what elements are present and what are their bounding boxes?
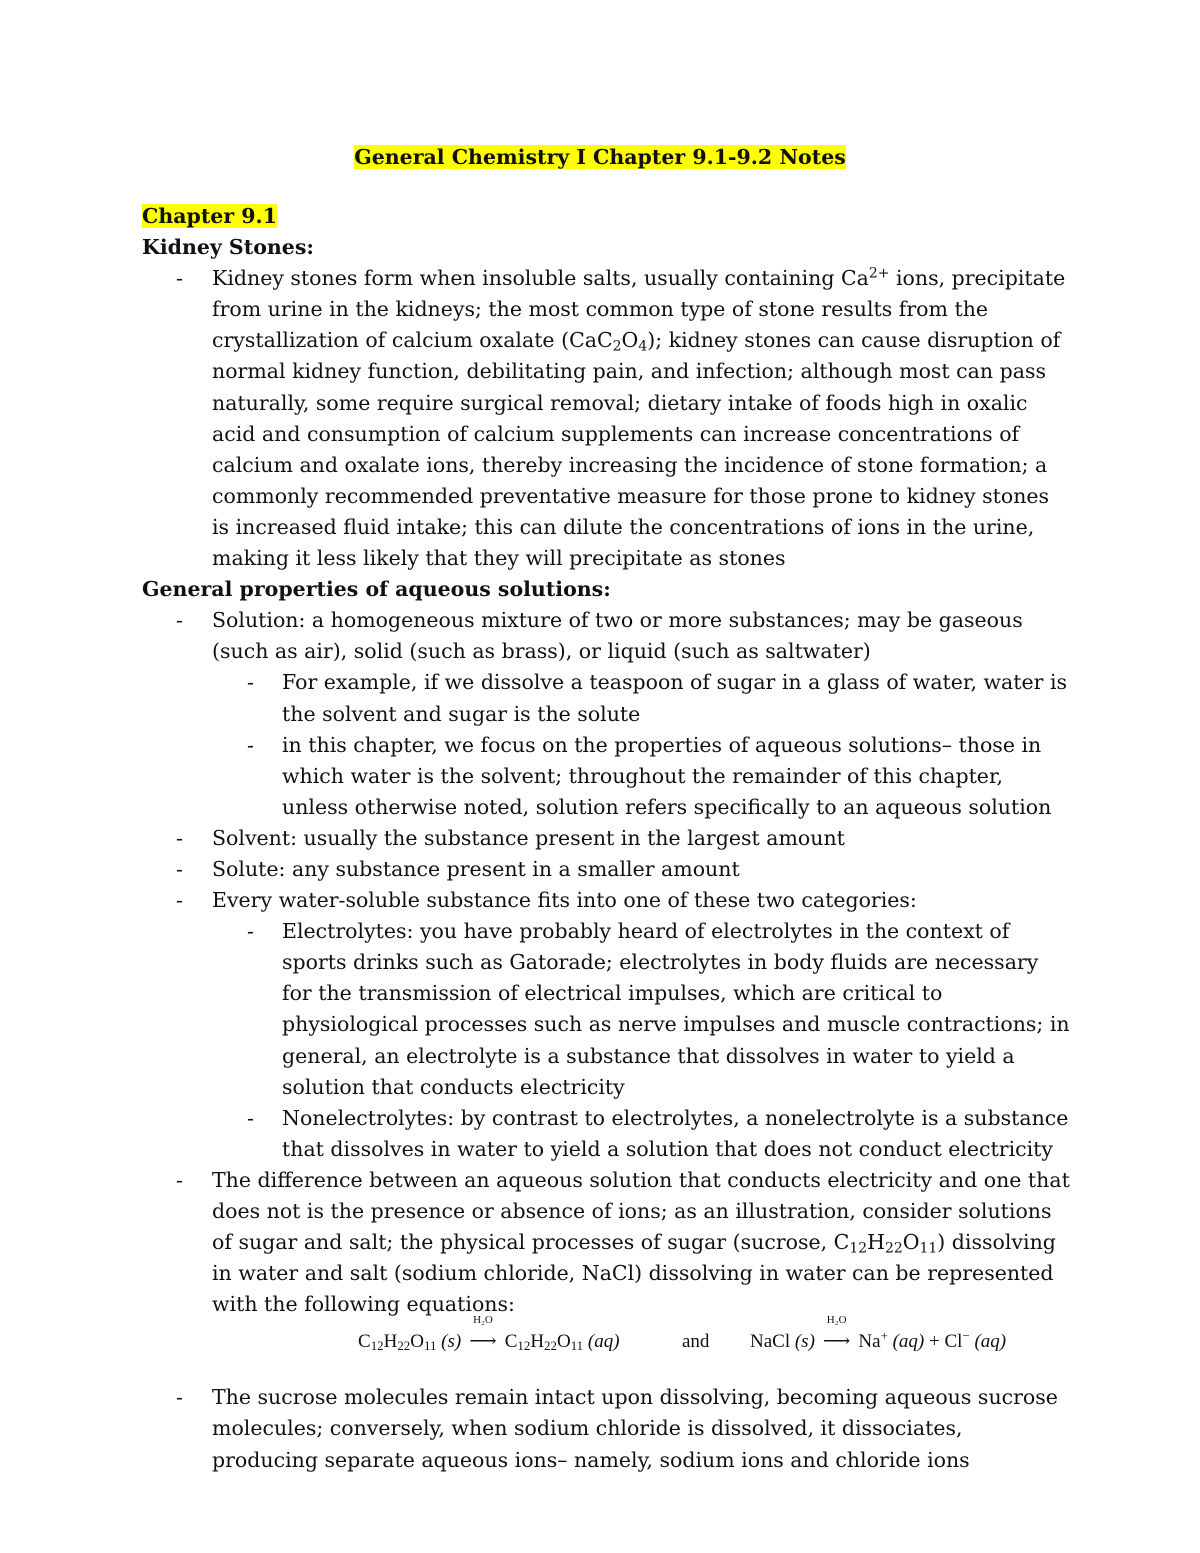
reaction-arrow	[466, 1314, 500, 1357]
text-run: O	[621, 328, 639, 353]
list-item-solvent	[142, 823, 1072, 854]
list-item-difference	[142, 1165, 1072, 1320]
bullet-dash: -	[176, 856, 183, 881]
subscript: 11	[570, 1338, 584, 1354]
text-run: Every water-soluble substance fits into one of these two categories:	[212, 888, 917, 913]
subscript: 2	[612, 338, 622, 355]
text-run: Nonelectrolytes: by contrast to electrolytes, a nonelectrolyte is a substance that dissolves in water to yield a solution that does not conduct electricity	[282, 1105, 1069, 1161]
text-run: Electrolytes: you have probably heard of electrolytes in the context of sports drinks such as Gatorade; electrolytes in body fluids are necessary for the transmission of electrical impulses, which are critical to physiological processes such as nerve impulses and muscle contractions; in general, an electrolyte is a substance that dissolves in water to yield a solution that conducts electricity	[282, 919, 1070, 1099]
state-label: (aq)	[887, 1331, 925, 1353]
sub-list-item	[142, 667, 1072, 729]
list-item-solution	[142, 605, 1072, 667]
subscript: 12	[370, 1338, 384, 1354]
text-run: ions, precipitate from urine in the kidneys; the most common type of stone results from the crystallization of calcium oxalate (CaC	[212, 266, 1066, 353]
kidney-stones-heading: Kidney Stones:	[142, 235, 314, 260]
arrow-glyph: ⟶	[469, 1331, 497, 1353]
bullet-dash: -	[247, 732, 254, 757]
bullet-dash: -	[176, 1385, 183, 1410]
equations-row	[142, 1314, 1072, 1382]
notes-body	[142, 201, 1072, 1476]
reaction-arrow	[820, 1314, 854, 1357]
bullet-dash: -	[247, 919, 254, 944]
eq-text: C	[504, 1331, 518, 1353]
eq-text: O	[410, 1331, 424, 1353]
superscript: 2+	[868, 265, 890, 282]
state-label: (s)	[436, 1331, 466, 1353]
bullet-dash: -	[176, 825, 183, 850]
superscript: +	[880, 1328, 888, 1344]
subscript: 12	[849, 1240, 868, 1257]
sub-list-item	[142, 1103, 1072, 1165]
text-run: ); kidney stones can cause disruption of normal kidney function, debilitating pain, and infection; although most can pass naturally, some require surgical removal; dietary intake of foods high in oxalic acid and consumption of calcium supplements can increase concentrations of calcium and oxalate ions, thereby increasing the incidence of stone formation; a commonly recommended preventative measure for those prone to kidney stones is increased fluid intake; this can dilute the concentrations of ions in the urine, making it less likely that they will precipitate as stones	[212, 328, 1061, 571]
equation-connector: and	[682, 1331, 710, 1353]
arrow-glyph: ⟶	[823, 1331, 851, 1353]
eq-text: Na	[853, 1331, 881, 1353]
sucrose-list	[142, 1382, 1072, 1475]
text-run: Solution: a homogeneous mixture of two or more substances; may be gaseous (such as air), solid (such as brass), or liquid (such as saltwater)	[212, 608, 1023, 664]
subscript: 22	[884, 1240, 903, 1257]
text-run: O	[902, 1230, 920, 1255]
chapter-heading-text: Chapter 9.1	[142, 204, 277, 228]
nacl-equation	[750, 1314, 1007, 1357]
text-run: Solvent: usually the substance present in the largest amount	[212, 825, 845, 850]
list-item-categories	[142, 885, 1072, 916]
text-run: The difference between an aqueous solution that conducts electricity and one that does not is the presence or absence of ions; as an illustration, consider solutions of sugar and salt; the physical processes of sugar (sucrose, C	[212, 1167, 1070, 1255]
arrow-label: H₂O	[473, 1314, 493, 1327]
title-highlight: General Chemistry I Chapter 9.1-9.2 Notes	[354, 145, 846, 169]
aqueous-solutions-heading: General properties of aqueous solutions:	[142, 577, 611, 602]
eq-text: O	[556, 1331, 571, 1353]
subscript: 11	[423, 1338, 437, 1354]
subscript: 11	[919, 1240, 938, 1257]
text-run: The sucrose molecules remain intact upon dissolving, becoming aqueous sucrose molecules; conversely, when sodium chloride is dissolved, it dissociates, producing separate aqueous ions– namely, sodium ions and chloride ions	[212, 1385, 1058, 1472]
eq-text: + Cl	[924, 1331, 963, 1353]
text-run: H	[867, 1230, 885, 1255]
list-item	[142, 263, 1072, 574]
kidney-stones-list	[142, 263, 1072, 574]
state-label: (aq)	[969, 1331, 1007, 1353]
subscript: 22	[397, 1338, 411, 1354]
page-title	[0, 142, 1200, 173]
text-run: For example, if we dissolve a teaspoon of sugar in a glass of water, water is the solvent and sugar is the solute	[282, 670, 1068, 726]
list-item-solute	[142, 854, 1072, 885]
subscript: 12	[517, 1338, 531, 1354]
bullet-dash: -	[176, 888, 183, 913]
eq-text: H	[383, 1331, 398, 1353]
eq-text: H	[530, 1331, 545, 1353]
text-run: Solute: any substance present in a smaller amount	[212, 856, 740, 881]
superscript: −	[962, 1328, 970, 1344]
text-run: ) dissolving in water and salt (sodium chloride, NaCl) dissolving in water can be represented with the following equations:	[212, 1230, 1056, 1317]
eq-text: C	[358, 1331, 371, 1353]
text-run: Kidney stones form when insoluble salts, usually containing Ca	[212, 266, 869, 291]
bullet-dash: -	[247, 670, 254, 695]
eq-text: NaCl	[750, 1331, 791, 1353]
subscript: 22	[544, 1338, 557, 1354]
list-item-sucrose	[142, 1382, 1072, 1475]
bullet-dash: -	[176, 266, 183, 291]
subscript: 4	[638, 338, 648, 355]
sub-list-item	[142, 730, 1072, 823]
state-label: (aq)	[583, 1331, 620, 1353]
chapter-heading	[142, 201, 1072, 232]
text-run: in this chapter, we focus on the properties of aqueous solutions– those in which water is the solvent; throughout the remainder of this chapter, unless otherwise noted, solution refers specifically to an aqueous solution	[282, 732, 1052, 819]
bullet-dash: -	[176, 608, 183, 633]
bullet-dash: -	[247, 1105, 254, 1130]
sucrose-equation	[358, 1314, 620, 1357]
arrow-label: H₂O	[826, 1314, 847, 1327]
aqueous-solutions-list	[142, 605, 1072, 1320]
bullet-dash: -	[176, 1167, 183, 1192]
sub-list-item	[142, 916, 1072, 1103]
state-label: (s)	[790, 1331, 820, 1353]
